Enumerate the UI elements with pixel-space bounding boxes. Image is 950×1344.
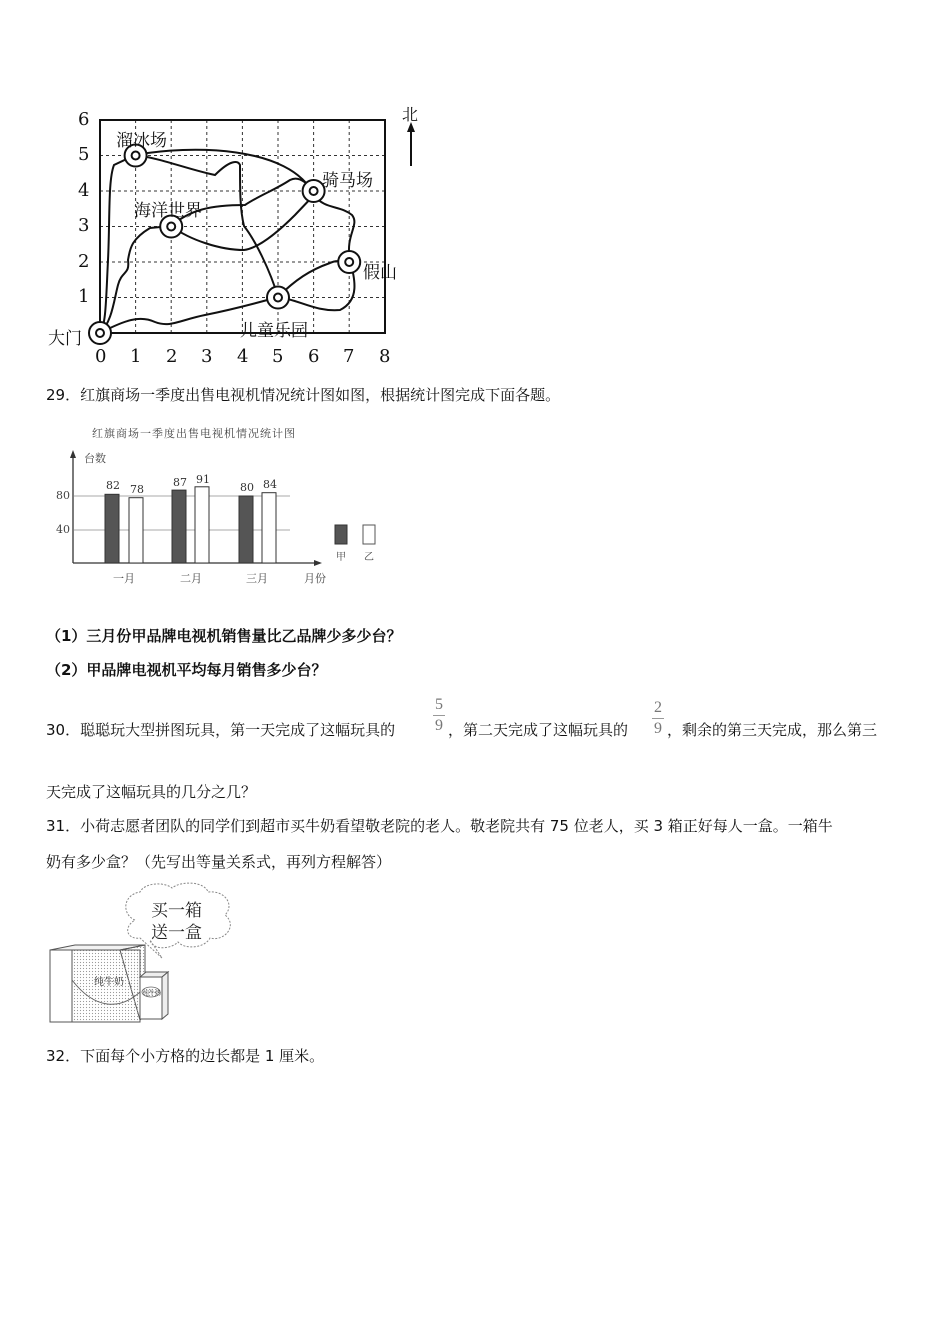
bubble-text-line2: 送一盒 (151, 923, 202, 943)
fraction-denominator: 9 (654, 720, 662, 737)
question-30-line1-part-b: ，第二天完成了这幅玩具的 (448, 721, 629, 739)
y-tick: 2 (78, 251, 90, 272)
bar-yi-feb (195, 487, 209, 563)
place-label-playground: 儿童乐园 (240, 321, 308, 341)
legend-label-yi: 乙 (364, 552, 374, 563)
x-category-label: 二月 (180, 572, 202, 585)
tv-sales-bar-chart (40, 420, 400, 595)
place-label-ocean-world: 海洋世界 (134, 201, 202, 221)
x-tick: 0 (95, 346, 107, 367)
marker-gate (89, 322, 111, 344)
question-29-sub2: （2）甲品牌电视机平均每月销售多少台？ (46, 661, 327, 679)
x-tick: 5 (272, 346, 284, 367)
chart-title: 红旗商场一季度出售电视机情况统计图 (92, 427, 296, 440)
bubble-text-line1: 买一箱 (151, 901, 202, 921)
map-markers (89, 145, 360, 345)
milk-promo-illustration (40, 880, 260, 1030)
fraction-numerator: 2 (654, 699, 662, 716)
fraction-denominator: 9 (435, 717, 443, 734)
north-arrow-icon (407, 122, 415, 166)
y-tick: 3 (78, 215, 90, 236)
question-32-text: 32．下面每个小方格的边长都是 1 厘米。 (46, 1047, 325, 1065)
place-label-rockery: 假山 (363, 263, 397, 283)
value-label: 87 (173, 476, 187, 489)
x-tick: 7 (343, 346, 355, 367)
x-category-label: 三月 (246, 572, 268, 585)
y-tick: 6 (78, 109, 90, 130)
question-31-line2: 奶有多少盒？（先写出等量关系式，再列方程解答） (46, 853, 392, 871)
question-30-line1-part-a: 30．聪聪玩大型拼图玩具，第一天完成了这幅玩具的 (46, 721, 396, 739)
marker-playground (267, 287, 289, 309)
value-label: 84 (263, 478, 277, 491)
fraction-2-9 (651, 700, 665, 737)
legend-swatch-jia (335, 525, 347, 544)
x-tick: 2 (166, 346, 178, 367)
fraction-numerator: 5 (435, 696, 443, 713)
fraction-5-9 (432, 697, 446, 734)
legend-label-jia: 甲 (336, 552, 346, 563)
x-axis-label: 月份 (304, 572, 326, 585)
y-tick-80: 80 (56, 489, 70, 502)
park-map-figure (40, 100, 440, 375)
y-axis-label: 台数 (84, 452, 106, 465)
x-category-label: 一月 (113, 572, 135, 585)
y-tick: 4 (78, 180, 90, 201)
x-tick: 1 (130, 346, 142, 367)
question-30-line1-part-c: ，剩余的第三天完成，那么第三 (667, 721, 878, 739)
place-label-gate: 大门 (48, 329, 82, 349)
value-label: 78 (130, 483, 144, 496)
bar-jia-jan (105, 494, 119, 563)
x-tick: 6 (308, 346, 320, 367)
question-30-line2: 天完成了这幅玩具的几分之几？ (46, 783, 257, 801)
x-tick: 8 (379, 346, 391, 367)
value-label: 82 (106, 479, 120, 492)
place-label-horse-farm: 骑马场 (322, 171, 373, 191)
map-paths (100, 150, 354, 333)
legend-swatch-yi (363, 525, 375, 544)
north-label: 北 (402, 105, 419, 124)
y-tick-40: 40 (56, 523, 70, 536)
question-29-sub1: （1）三月份甲品牌电视机销售量比乙品牌少多少台？ (46, 627, 402, 645)
bar-yi-jan (129, 498, 143, 563)
value-label: 91 (196, 473, 210, 486)
marker-rockery (338, 251, 360, 273)
bar-jia-mar (239, 496, 253, 563)
y-tick: 1 (78, 286, 90, 307)
chart-svg (40, 420, 400, 595)
question-31-line1: 31．小荷志愿者团队的同学们到超市买牛奶看望敬老院的老人。敬老院共有 75 位老人，买 3 箱正好每人一盒。一箱牛 (46, 817, 833, 835)
value-label: 80 (240, 481, 254, 494)
place-label-ice-rink: 溜冰场 (116, 131, 167, 151)
milk-illustration-svg (40, 880, 260, 1030)
x-tick: 4 (237, 346, 249, 367)
question-29-text: 29．红旗商场一季度出售电视机情况统计图如图，根据统计图完成下面各题。 (46, 386, 561, 404)
x-tick: 3 (201, 346, 213, 367)
bar-jia-feb (172, 490, 186, 563)
milk-box-label: 纯牛奶 (94, 977, 124, 988)
bar-yi-mar (262, 493, 276, 563)
milk-carton-label: 纯牛奶 (143, 990, 162, 997)
y-tick: 5 (78, 144, 90, 165)
